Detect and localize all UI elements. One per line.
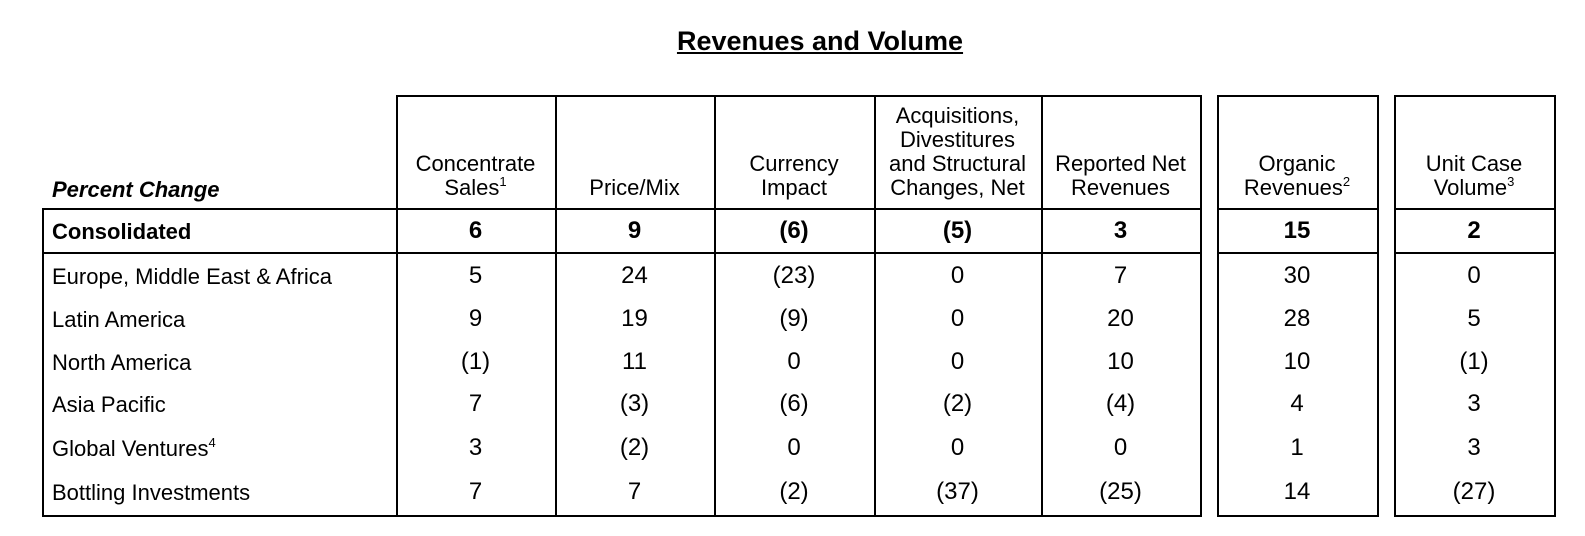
table-cell: (5): [942, 217, 973, 244]
table-cell: 9: [468, 305, 483, 332]
column-header: Acquisitions, Divestitures and Structural Changes, Net: [889, 103, 1026, 200]
table-cell: 3: [468, 434, 483, 461]
header-top-border: [1041, 95, 1202, 97]
table-cell: 0: [950, 348, 965, 375]
table-cell: 30: [1283, 262, 1311, 289]
table-cell: 9: [627, 217, 642, 244]
header-bottom-border: [1217, 208, 1379, 210]
table-cell: 10: [1107, 348, 1134, 375]
table-cell: (1): [1459, 348, 1489, 375]
consolidated-bottom-border: [42, 252, 1202, 254]
row-label: [52, 219, 191, 245]
column-border: [1377, 95, 1379, 517]
table-cell: 0: [1467, 262, 1481, 289]
table-cell: (6): [779, 390, 809, 417]
table-cell: (23): [772, 262, 816, 289]
column-border: [1554, 95, 1556, 517]
table-cell: 7: [627, 478, 642, 505]
table-left-border: [42, 208, 44, 517]
row-label-text: Europe, Middle East & Africa: [52, 264, 333, 289]
table-cell: 7: [468, 390, 483, 417]
row-label-text: Bottling Investments: [52, 480, 251, 505]
table-cell: 1: [1290, 434, 1304, 461]
table-cell: (9): [779, 305, 809, 332]
table-cell: (3): [619, 390, 650, 417]
table-cell: 0: [950, 434, 965, 461]
table-cell: 3: [1467, 434, 1481, 461]
column-header: Organic Revenues$^2$: [1243, 151, 1351, 200]
table-title: Revenues and Volume: [676, 26, 964, 56]
row-label: [52, 436, 216, 462]
table-cell: 14: [1283, 478, 1311, 505]
row-header-label: Percent Change: [52, 177, 220, 202]
table-cell: 7: [1113, 262, 1128, 289]
table-cell: (25): [1099, 478, 1142, 505]
table-cell: 0: [1113, 434, 1128, 461]
footnote-marker: 4: [208, 435, 216, 450]
table-cell: 3: [1467, 390, 1481, 417]
row-label-text: Consolidated: [52, 219, 192, 244]
consolidated-bottom-border: [1217, 252, 1379, 254]
table-cell: 15: [1283, 217, 1311, 244]
table-cell: (37): [936, 478, 979, 505]
table-cell: 0: [787, 434, 801, 461]
table-cell: 19: [621, 305, 648, 332]
consolidated-bottom-border: [1394, 252, 1556, 254]
table-cell: 28: [1283, 305, 1311, 332]
row-label: [52, 264, 332, 290]
row-label-text: Latin America: [52, 307, 186, 332]
table-cell: 3: [1113, 217, 1128, 244]
column-header: Concentrate Sales$^1$: [415, 151, 536, 200]
table-cell: (6): [779, 217, 809, 244]
table-cell: 0: [950, 305, 965, 332]
header-bottom-border: [1394, 208, 1556, 210]
table-cell: 7: [468, 478, 483, 505]
table-cell: 0: [950, 262, 965, 289]
table-cell: (2): [942, 390, 973, 417]
table-cell: 11: [622, 348, 647, 375]
column-header: Price/Mix: [589, 175, 680, 200]
row-label: [52, 480, 250, 506]
header-bottom-border: [42, 208, 1202, 210]
table-cell: (1): [460, 348, 491, 375]
table-cell: 24: [621, 262, 648, 289]
row-label-text: North America: [52, 350, 192, 375]
table-cell: 20: [1107, 305, 1134, 332]
table-cell: 10: [1283, 348, 1311, 375]
table-cell: 4: [1290, 390, 1304, 417]
header-top-border: [1394, 95, 1556, 97]
row-label: [52, 392, 166, 418]
row-label-text: Asia Pacific: [52, 392, 166, 417]
header-top-border: [714, 95, 876, 97]
header-top-border: [396, 95, 557, 97]
column-border: [1200, 95, 1202, 517]
column-header: Reported Net Revenues: [1055, 151, 1186, 200]
row-label: [52, 307, 185, 333]
table-bottom-border: [42, 515, 1202, 517]
header-top-border: [874, 95, 1043, 97]
column-header: Unit Case Volume$^3$: [1425, 151, 1523, 200]
table-cell: (2): [779, 478, 809, 505]
header-top-border: [1217, 95, 1379, 97]
row-label: [52, 350, 191, 376]
table-cell: 6: [468, 217, 483, 244]
column-header: Currency Impact: [749, 151, 839, 200]
table-bottom-border: [1217, 515, 1379, 517]
row-label-text: Global Ventures: [52, 436, 209, 461]
table-bottom-border: [1394, 515, 1556, 517]
table-cell: (27): [1452, 478, 1496, 505]
header-top-border: [555, 95, 716, 97]
table-cell: 5: [1467, 305, 1481, 332]
table-cell: (2): [619, 434, 650, 461]
table-cell: 5: [468, 262, 483, 289]
table-cell: 0: [787, 348, 801, 375]
table-cell: 2: [1467, 217, 1481, 244]
table-cell: (4): [1105, 390, 1136, 417]
